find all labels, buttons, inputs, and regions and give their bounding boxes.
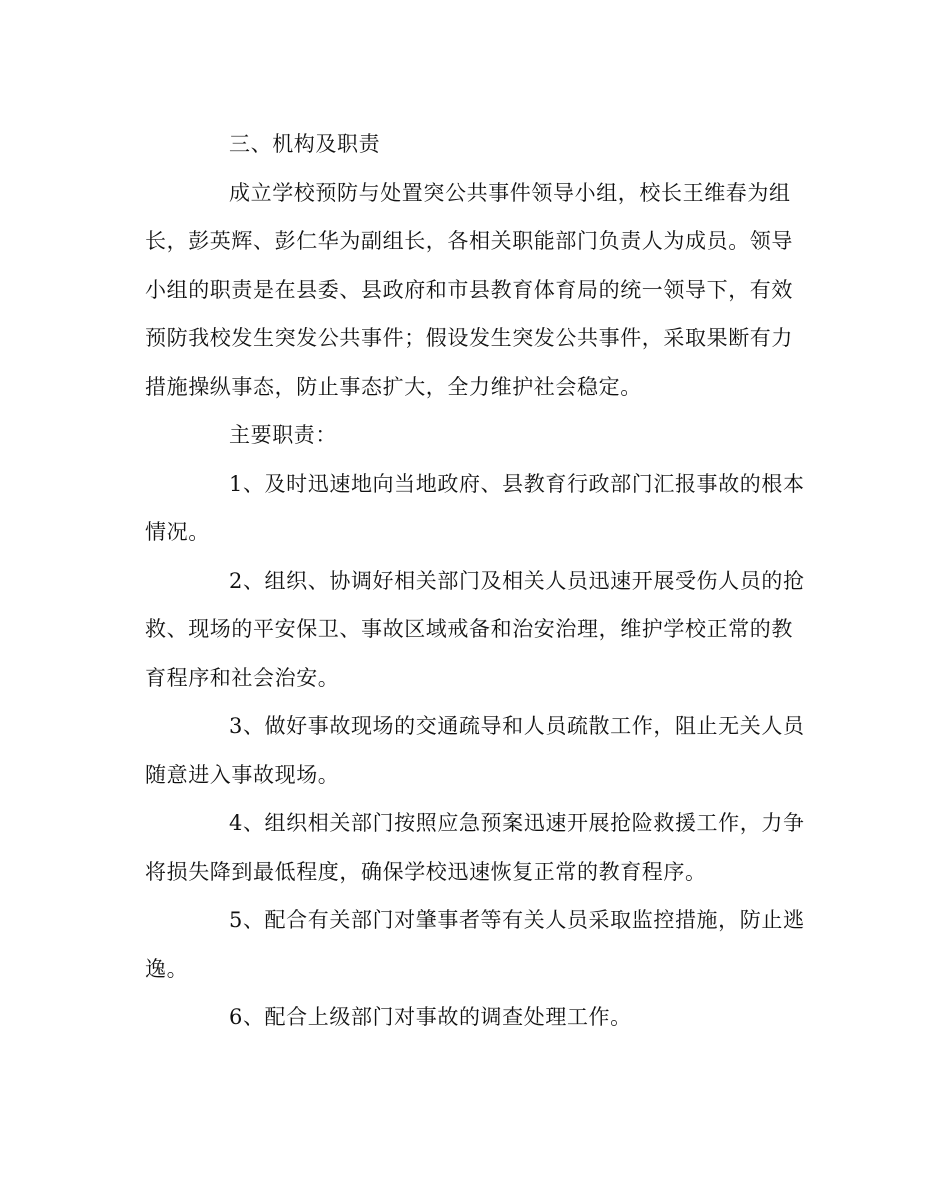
paragraph-main-duties-label: 主要职责：: [229, 423, 337, 447]
paragraph-duty-3: 3、做好事故现场的交通疏导和人员疏散工作，阻止无关人员随意进入事故现场。: [145, 714, 805, 787]
paragraph-duty-5: 5、配合有关部门对肇事者等有关人员采取监控措施，防止逃逸。: [145, 908, 805, 981]
paragraph-duty-6: 6、配合上级部门对事故的调查处理工作。: [229, 1005, 632, 1029]
paragraph-duty-4: 4、组织相关部门按照应急预案迅速开展抢险救援工作，力争将损失降到最低程度，确保学校迅速恢复正常的教育程序。: [145, 811, 805, 884]
paragraph-duty-1: 1、及时迅速地向当地政府、县教育行政部门汇报事故的根本情况。: [145, 471, 805, 544]
document-body: [145, 120, 810, 1042]
paragraph-leadership-group: 成立学校预防与处置突公共事件领导小组，校长王维春为组长，彭英辉、彭仁华为副组长，各相关职能部门负责人为成员。领导小组的职责是在县委、县政府和市县教育体育局的统一领导下，有效预防我校发生突发公共事件；假设发生突发公共事件，采取果断有力措施操纵事态，防止事态扩大，全力维护社会稳定。: [145, 180, 793, 399]
paragraph-duty-2: 2、组织、协调好相关部门及相关人员迅速开展受伤人员的抢救、现场的平安保卫、事故区域戒备和治安治理，维护学校正常的教育程序和社会治安。: [145, 568, 805, 690]
section-title: 三、机构及职责: [229, 132, 381, 156]
